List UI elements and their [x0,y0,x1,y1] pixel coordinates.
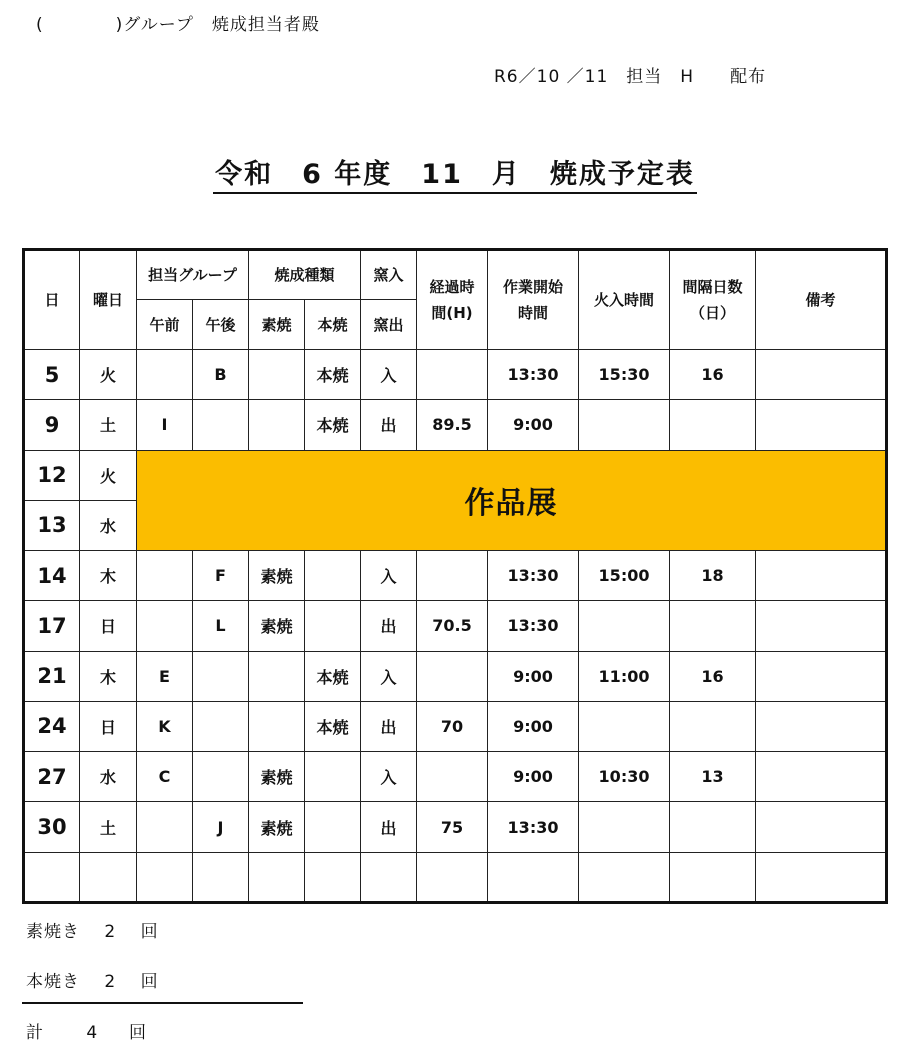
bisque-cell: 素焼 [249,551,305,601]
glaze-cell [305,752,361,802]
weekday-cell: 火 [80,450,137,500]
bisque-cell: 素焼 [249,802,305,852]
day-cell: 5 [24,350,80,400]
day-cell: 24 [24,701,80,751]
weekday-cell: 水 [80,500,137,550]
weekday-cell: 土 [80,400,137,450]
am-group-cell [137,350,193,400]
bisque-cell [249,852,305,902]
header-remarks: 備考 [756,250,887,350]
pm-group-cell [193,701,249,751]
weekday-cell: 木 [80,651,137,701]
day-cell: 30 [24,802,80,852]
interval-cell: 16 [670,350,756,400]
glaze-cell: 本焼 [305,701,361,751]
table-row [24,551,887,601]
pm-group-cell: B [193,350,249,400]
pm-group-cell [193,651,249,701]
pm-group-cell [193,400,249,450]
start-time-cell: 9:00 [488,400,579,450]
fire-time-cell [579,400,670,450]
addressee-line: ( )グループ 焼成担当者殿 [36,15,320,35]
glaze-cell [305,802,361,852]
total-divider [22,1002,303,1004]
weekday-cell: 水 [80,752,137,802]
elapsed-cell [417,551,488,601]
header-interval: 間隔日数 （日） [670,250,756,350]
table-row [24,601,887,651]
remarks-cell [756,752,887,802]
interval-cell [670,802,756,852]
day-cell: 21 [24,651,80,701]
am-group-cell: I [137,400,193,450]
interval-cell [670,701,756,751]
header-bisque: 素焼 [249,300,305,350]
fire-time-cell: 10:30 [579,752,670,802]
start-time-cell: 13:30 [488,350,579,400]
start-time-cell: 13:30 [488,601,579,651]
header-start-time: 作業開始 時間 [488,250,579,350]
pm-group-cell: J [193,802,249,852]
glaze-cell [305,601,361,651]
header-firing-type: 焼成種類 [249,250,361,300]
glaze-cell: 本焼 [305,651,361,701]
bisque-cell: 素焼 [249,601,305,651]
interval-cell: 18 [670,551,756,601]
elapsed-cell: 75 [417,802,488,852]
kiln-cell: 出 [361,802,417,852]
glaze-count: 本焼き 2 回 [26,972,159,992]
weekday-cell: 火 [80,350,137,400]
header-elapsed: 経過時 間(H) [417,250,488,350]
interval-cell [670,601,756,651]
interval-cell [670,852,756,902]
header-kiln-in: 窯入 [361,250,417,300]
am-group-cell: K [137,701,193,751]
start-time-cell: 9:00 [488,651,579,701]
glaze-cell: 本焼 [305,400,361,450]
page-title-text: 令和 6 年度 11 月 焼成予定表 [213,159,697,194]
total-count: 計 4 回 [26,1023,148,1043]
weekday-cell: 日 [80,701,137,751]
interval-cell: 16 [670,651,756,701]
table-row [24,450,887,500]
table-row [24,852,887,902]
exhibition-banner: 作品展 [137,450,887,551]
day-cell: 12 [24,450,80,500]
weekday-cell: 土 [80,802,137,852]
table-row [24,350,887,400]
kiln-cell: 入 [361,752,417,802]
header-fire-time: 火入時間 [579,250,670,350]
remarks-cell [756,701,887,751]
weekday-cell [80,852,137,902]
header-weekday: 曜日 [80,250,137,350]
interval-cell [670,400,756,450]
bisque-cell: 素焼 [249,752,305,802]
table-row [24,400,887,450]
fire-time-cell: 15:00 [579,551,670,601]
bisque-cell [249,400,305,450]
elapsed-cell [417,752,488,802]
day-cell: 27 [24,752,80,802]
elapsed-cell: 89.5 [417,400,488,450]
am-group-cell [137,551,193,601]
header-pm: 午後 [193,300,249,350]
remarks-cell [756,601,887,651]
day-cell: 13 [24,500,80,550]
glaze-cell [305,852,361,902]
kiln-cell: 出 [361,601,417,651]
elapsed-cell: 70.5 [417,601,488,651]
elapsed-cell [417,852,488,902]
header-kiln-out: 窯出 [361,300,417,350]
fire-time-cell [579,802,670,852]
start-time-cell: 9:00 [488,701,579,751]
table-row [24,651,887,701]
start-time-cell: 9:00 [488,752,579,802]
am-group-cell: E [137,651,193,701]
fire-time-cell: 15:30 [579,350,670,400]
header-group: 担当グループ [137,250,249,300]
remarks-cell [756,802,887,852]
remarks-cell [756,400,887,450]
header-glaze: 本焼 [305,300,361,350]
pm-group-cell: L [193,601,249,651]
fire-time-cell [579,601,670,651]
start-time-cell: 13:30 [488,802,579,852]
bisque-cell [249,350,305,400]
am-group-cell: C [137,752,193,802]
header-am: 午前 [137,300,193,350]
am-group-cell [137,601,193,651]
kiln-cell: 入 [361,350,417,400]
pm-group-cell [193,852,249,902]
kiln-cell: 出 [361,400,417,450]
bisque-cell [249,651,305,701]
start-time-cell: 13:30 [488,551,579,601]
table-row [24,802,887,852]
header-day: 日 [24,250,80,350]
elapsed-cell [417,651,488,701]
am-group-cell [137,852,193,902]
bisque-count: 素焼き 2 回 [26,922,159,942]
distribution-info: R6／10 ／11 担当 H 配布 [494,67,767,87]
start-time-cell [488,852,579,902]
weekday-cell: 木 [80,551,137,601]
remarks-cell [756,651,887,701]
pm-group-cell: F [193,551,249,601]
elapsed-cell [417,350,488,400]
kiln-cell: 出 [361,701,417,751]
fire-time-cell: 11:00 [579,651,670,701]
remarks-cell [756,852,887,902]
fire-time-cell [579,701,670,751]
am-group-cell [137,802,193,852]
kiln-cell [361,852,417,902]
day-cell: 9 [24,400,80,450]
weekday-cell: 日 [80,601,137,651]
table-row [24,752,887,802]
interval-cell: 13 [670,752,756,802]
remarks-cell [756,551,887,601]
kiln-cell: 入 [361,551,417,601]
remarks-cell [756,350,887,400]
day-cell: 14 [24,551,80,601]
elapsed-cell: 70 [417,701,488,751]
kiln-cell: 入 [361,651,417,701]
day-cell: 17 [24,601,80,651]
table-row [24,701,887,751]
pm-group-cell [193,752,249,802]
firing-schedule-table [22,248,888,904]
day-cell [24,852,80,902]
glaze-cell: 本焼 [305,350,361,400]
bisque-cell [249,701,305,751]
page-title [0,152,910,191]
fire-time-cell [579,852,670,902]
glaze-cell [305,551,361,601]
